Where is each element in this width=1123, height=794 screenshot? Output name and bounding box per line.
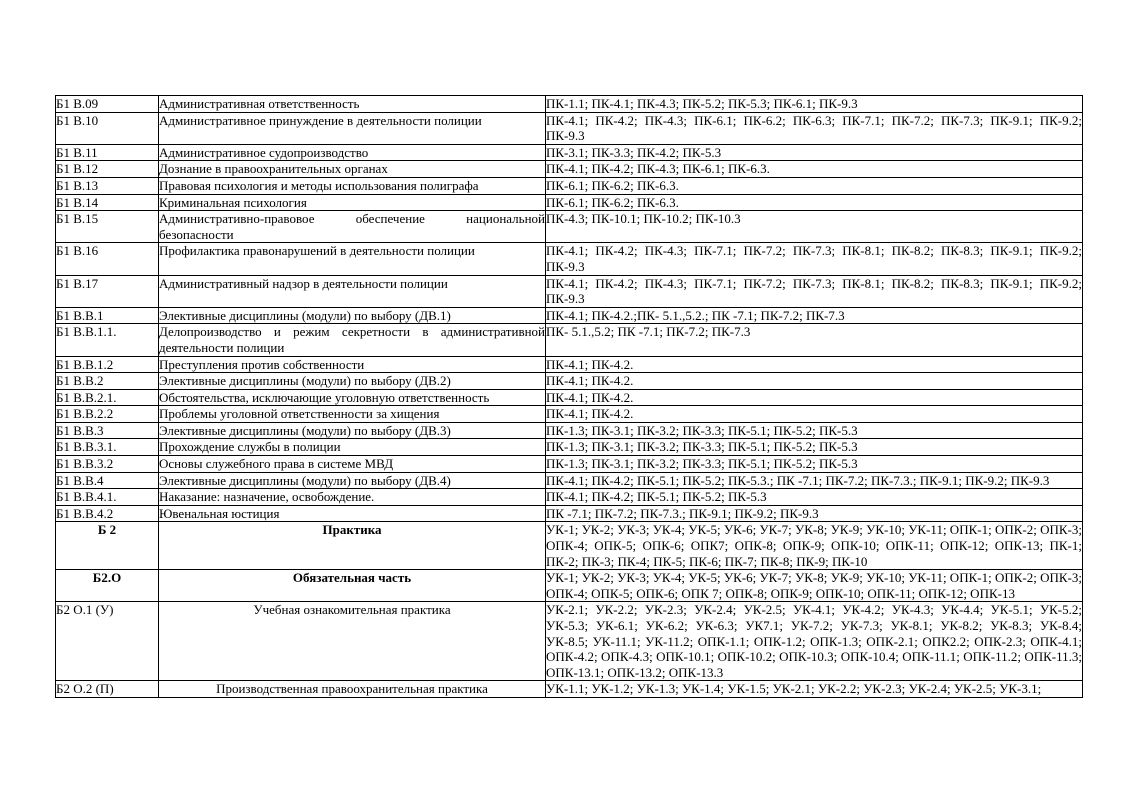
curriculum-table-body xyxy=(56,96,1083,698)
competencies-cell: ПК-4.1; ПК-4.2. xyxy=(546,406,1083,423)
table-row xyxy=(56,144,1083,161)
course-name-cell: Практика xyxy=(159,522,546,570)
course-code-cell: Б1 В.В.3 xyxy=(56,422,159,439)
competencies-cell: ПК-1.3; ПК-3.1; ПК-3.2; ПК-3.3; ПК-5.1; ПК-5.2; ПК-5.3 xyxy=(546,422,1083,439)
table-row xyxy=(56,472,1083,489)
course-code-cell: Б1 В.В.3.1. xyxy=(56,439,159,456)
competencies-cell: УК-1; УК-2; УК-3; УК-4; УК-5; УК-6; УК-7; УК-8; УК-9; УК-10; УК-11; ОПК-1; ОПК-2; ОПК-3; ОПК-4; ОПК-5; ОПК-6; ОПК7; ОПК-8; ОПК-9; ОПК-10; ОПК-11; ОПК-12; ОПК-13; ПК-1; ПК-2; ПК-3; ПК-4; ПК-5; ПК-6; ПК-7; ПК-8; ПК-9; ПК-10 xyxy=(546,522,1082,569)
course-code-cell: Б1 В.В.2.1. xyxy=(56,389,159,406)
table-row xyxy=(56,112,1083,144)
table-row xyxy=(56,194,1083,211)
course-name-cell: Административное принуждение в деятельности полиции xyxy=(159,112,546,144)
competencies-cell: ПК-6.1; ПК-6.2; ПК-6.3. xyxy=(546,177,1083,194)
course-name-cell: Проблемы уголовной ответственности за хищения xyxy=(159,406,546,423)
competencies-cell: УК-2.1; УК-2.2; УК-2.3; УК-2.4; УК-2.5; УК-4.1; УК-4.2; УК-4.3; УК-4.4; УК-5.1; УК-5.2; УК-5.3; УК-6.1; УК-6.2; УК-6.3; УК7.1; УК-7.2; УК-7.3; УК-8.1; УК-8.2; УК-8.3; УК-8.4; УК-8.5; УК-11.1; УК-11.2; ОПК-1.1; ОПК-1.2; ОПК-1.3; ОПК-2.1; ОПК2.2; ОПК-2.3; ОПК-4.1; ОПК-4.2; ОПК-4.3; ОПК-10.1; ОПК-10.2; ОПК-10.3; ОПК-10.4; ОПК-11.1; ОПК-11.2; ОПК-11.3; ОПК-13.1; ОПК-13.2; ОПК-13.3 xyxy=(546,602,1082,680)
table-row xyxy=(56,356,1083,373)
competencies-cell: ПК -7.1; ПК-7.2; ПК-7.3.; ПК-9.1; ПК-9.2; ПК-9.3 xyxy=(546,505,1083,522)
course-code-cell: Б1 В.В.1.1. xyxy=(56,324,159,356)
course-code-cell: Б2 О.1 (У) xyxy=(56,602,159,681)
table-row xyxy=(56,307,1083,324)
course-name-cell: Административное судопроизводство xyxy=(159,144,546,161)
course-code-cell: Б1 В.В.2.2 xyxy=(56,406,159,423)
table-row xyxy=(56,389,1083,406)
course-name-cell: Дознание в правоохранительных органах xyxy=(159,161,546,178)
table-row xyxy=(56,456,1083,473)
course-name-cell: Элективные дисциплины (модули) по выбору (ДВ.4) xyxy=(159,472,546,489)
competencies-cell: ПК-4.1; ПК-4.2; ПК-5.1; ПК-5.2; ПК-5.3.; ПК -7.1; ПК-7.2; ПК-7.3.; ПК-9.1; ПК-9.2; ПК-9.3 xyxy=(546,472,1083,489)
course-name-cell: Административно-правовое обеспечение национальной безопасности xyxy=(159,211,545,242)
competencies-cell: ПК-1.1; ПК-4.1; ПК-4.3; ПК-5.2; ПК-5.3; ПК-6.1; ПК-9.3 xyxy=(546,96,1083,113)
course-code-cell: Б2.О xyxy=(56,570,159,602)
course-code-cell: Б 2 xyxy=(56,522,159,570)
course-code-cell: Б1 В.В.4 xyxy=(56,472,159,489)
competencies-cell: ПК-4.1; ПК-4.2. xyxy=(546,356,1083,373)
competencies-cell: ПК-4.1; ПК-4.2; ПК-4.3; ПК-7.1; ПК-7.2; ПК-7.3; ПК-8.1; ПК-8.2; ПК-8.3; ПК-9.1; ПК-9.2; ПК-9.3 xyxy=(546,275,1082,307)
course-code-cell: Б1 В.12 xyxy=(56,161,159,178)
competencies-cell: УК-1.1; УК-1.2; УК-1.3; УК-1.4; УК-1.5; УК-2.1; УК-2.2; УК-2.3; УК-2.4; УК-2.5; УК-3.1; xyxy=(546,681,1083,698)
table-row xyxy=(56,96,1083,113)
table-row xyxy=(56,602,1083,681)
competencies-cell: ПК-3.1; ПК-3.3; ПК-4.2; ПК-5.3 xyxy=(546,144,1083,161)
table-row xyxy=(56,373,1083,390)
course-name-cell: Элективные дисциплины (модули) по выбору (ДВ.3) xyxy=(159,422,546,439)
course-code-cell: Б1 В.11 xyxy=(56,144,159,161)
competencies-cell: ПК-1.3; ПК-3.1; ПК-3.2; ПК-3.3; ПК-5.1; ПК-5.2; ПК-5.3 xyxy=(546,456,1083,473)
course-name-cell: Преступления против собственности xyxy=(159,356,546,373)
course-code-cell: Б1 В.В.3.2 xyxy=(56,456,159,473)
course-name-cell: Обязательная часть xyxy=(159,570,546,602)
course-code-cell: Б1 В.10 xyxy=(56,112,159,144)
table-row xyxy=(56,681,1083,698)
table-row xyxy=(56,161,1083,178)
competencies-cell: ПК-4.3; ПК-10.1; ПК-10.2; ПК-10.3 xyxy=(546,211,1083,243)
course-code-cell: Б1 В.В.4.1. xyxy=(56,489,159,506)
course-name-cell: Криминальная психология xyxy=(159,194,546,211)
competencies-cell: ПК-1.3; ПК-3.1; ПК-3.2; ПК-3.3; ПК-5.1; ПК-5.2; ПК-5.3 xyxy=(546,439,1083,456)
course-code-cell: Б1 В.17 xyxy=(56,275,159,307)
table-row xyxy=(56,177,1083,194)
course-code-cell: Б1 В.13 xyxy=(56,177,159,194)
competencies-cell: ПК-6.1; ПК-6.2; ПК-6.3. xyxy=(546,194,1083,211)
table-row xyxy=(56,570,1083,602)
competencies-cell: ПК-4.1; ПК-4.2. xyxy=(546,389,1083,406)
course-name-cell: Наказание: назначение, освобождение. xyxy=(159,489,546,506)
course-code-cell: Б1 В.В.1 xyxy=(56,307,159,324)
competencies-cell: ПК-4.1; ПК-4.2; ПК-4.3; ПК-6.1; ПК-6.2; ПК-6.3; ПК-7.1; ПК-7.2; ПК-7.3; ПК-9.1; ПК-9.2; ПК-9.3 xyxy=(546,112,1082,144)
course-name-cell: Элективные дисциплины (модули) по выбору (ДВ.1) xyxy=(159,307,546,324)
course-code-cell: Б1 В.В.1.2 xyxy=(56,356,159,373)
course-code-cell: Б1 В.16 xyxy=(56,243,159,275)
course-name-cell: Обстоятельства, исключающие уголовную ответственность xyxy=(159,389,546,406)
table-row xyxy=(56,422,1083,439)
course-code-cell: Б2 О.2 (П) xyxy=(56,681,159,698)
course-name-cell: Административная ответственность xyxy=(159,96,546,113)
table-row xyxy=(56,275,1083,307)
table-row xyxy=(56,489,1083,506)
competencies-cell: ПК- 5.1.,5.2; ПК -7.1; ПК-7.2; ПК-7.3 xyxy=(546,324,1083,356)
table-row xyxy=(56,406,1083,423)
course-name-cell: Профилактика правонарушений в деятельности полиции xyxy=(159,243,546,275)
course-name-cell: Административный надзор в деятельности полиции xyxy=(159,275,546,307)
competencies-cell: ПК-4.1; ПК-4.2. xyxy=(546,373,1083,390)
course-code-cell: Б1 В.09 xyxy=(56,96,159,113)
course-name-cell: Правовая психология и методы использования полиграфа xyxy=(159,177,546,194)
course-name-cell: Основы служебного права в системе МВД xyxy=(159,456,546,473)
competencies-cell: ПК-4.1; ПК-4.2; ПК-4.3; ПК-7.1; ПК-7.2; ПК-7.3; ПК-8.1; ПК-8.2; ПК-8.3; ПК-9.1; ПК-9.2; ПК-9.3 xyxy=(546,243,1082,274)
table-row xyxy=(56,243,1083,275)
competencies-cell: ПК-4.1; ПК-4.2.;ПК- 5.1.,5.2.; ПК -7.1; ПК-7.2; ПК-7.3 xyxy=(546,307,1083,324)
course-code-cell: Б1 В.14 xyxy=(56,194,159,211)
course-name-cell: Производственная правоохранительная практика xyxy=(159,681,546,698)
competencies-cell: ПК-4.1; ПК-4.2; ПК-5.1; ПК-5.2; ПК-5.3 xyxy=(546,489,1083,506)
course-name-cell: Прохождение службы в полиции xyxy=(159,439,546,456)
course-name-cell: Учебная ознакомительная практика xyxy=(159,602,546,681)
table-row xyxy=(56,439,1083,456)
table-row xyxy=(56,522,1083,570)
curriculum-competencies-table xyxy=(55,95,1083,698)
course-code-cell: Б1 В.15 xyxy=(56,211,159,243)
table-row xyxy=(56,505,1083,522)
table-row xyxy=(56,211,1083,243)
table-row xyxy=(56,324,1083,356)
competencies-cell: ПК-4.1; ПК-4.2; ПК-4.3; ПК-6.1; ПК-6.3. xyxy=(546,161,1083,178)
course-code-cell: Б1 В.В.4.2 xyxy=(56,505,159,522)
course-name-cell: Ювенальная юстиция xyxy=(159,505,546,522)
competencies-cell: УК-1; УК-2; УК-3; УК-4; УК-5; УК-6; УК-7; УК-8; УК-9; УК-10; УК-11; ОПК-1; ОПК-2; ОПК-3; ОПК-4; ОПК-5; ОПК-6; ОПК 7; ОПК-8; ОПК-9; ОПК-10; ОПК-11; ОПК-12; ОПК-13 xyxy=(546,570,1082,601)
course-code-cell: Б1 В.В.2 xyxy=(56,373,159,390)
course-name-cell: Делопроизводство и режим секретности в административной деятельности полиции xyxy=(159,324,545,355)
course-name-cell: Элективные дисциплины (модули) по выбору (ДВ.2) xyxy=(159,373,546,390)
